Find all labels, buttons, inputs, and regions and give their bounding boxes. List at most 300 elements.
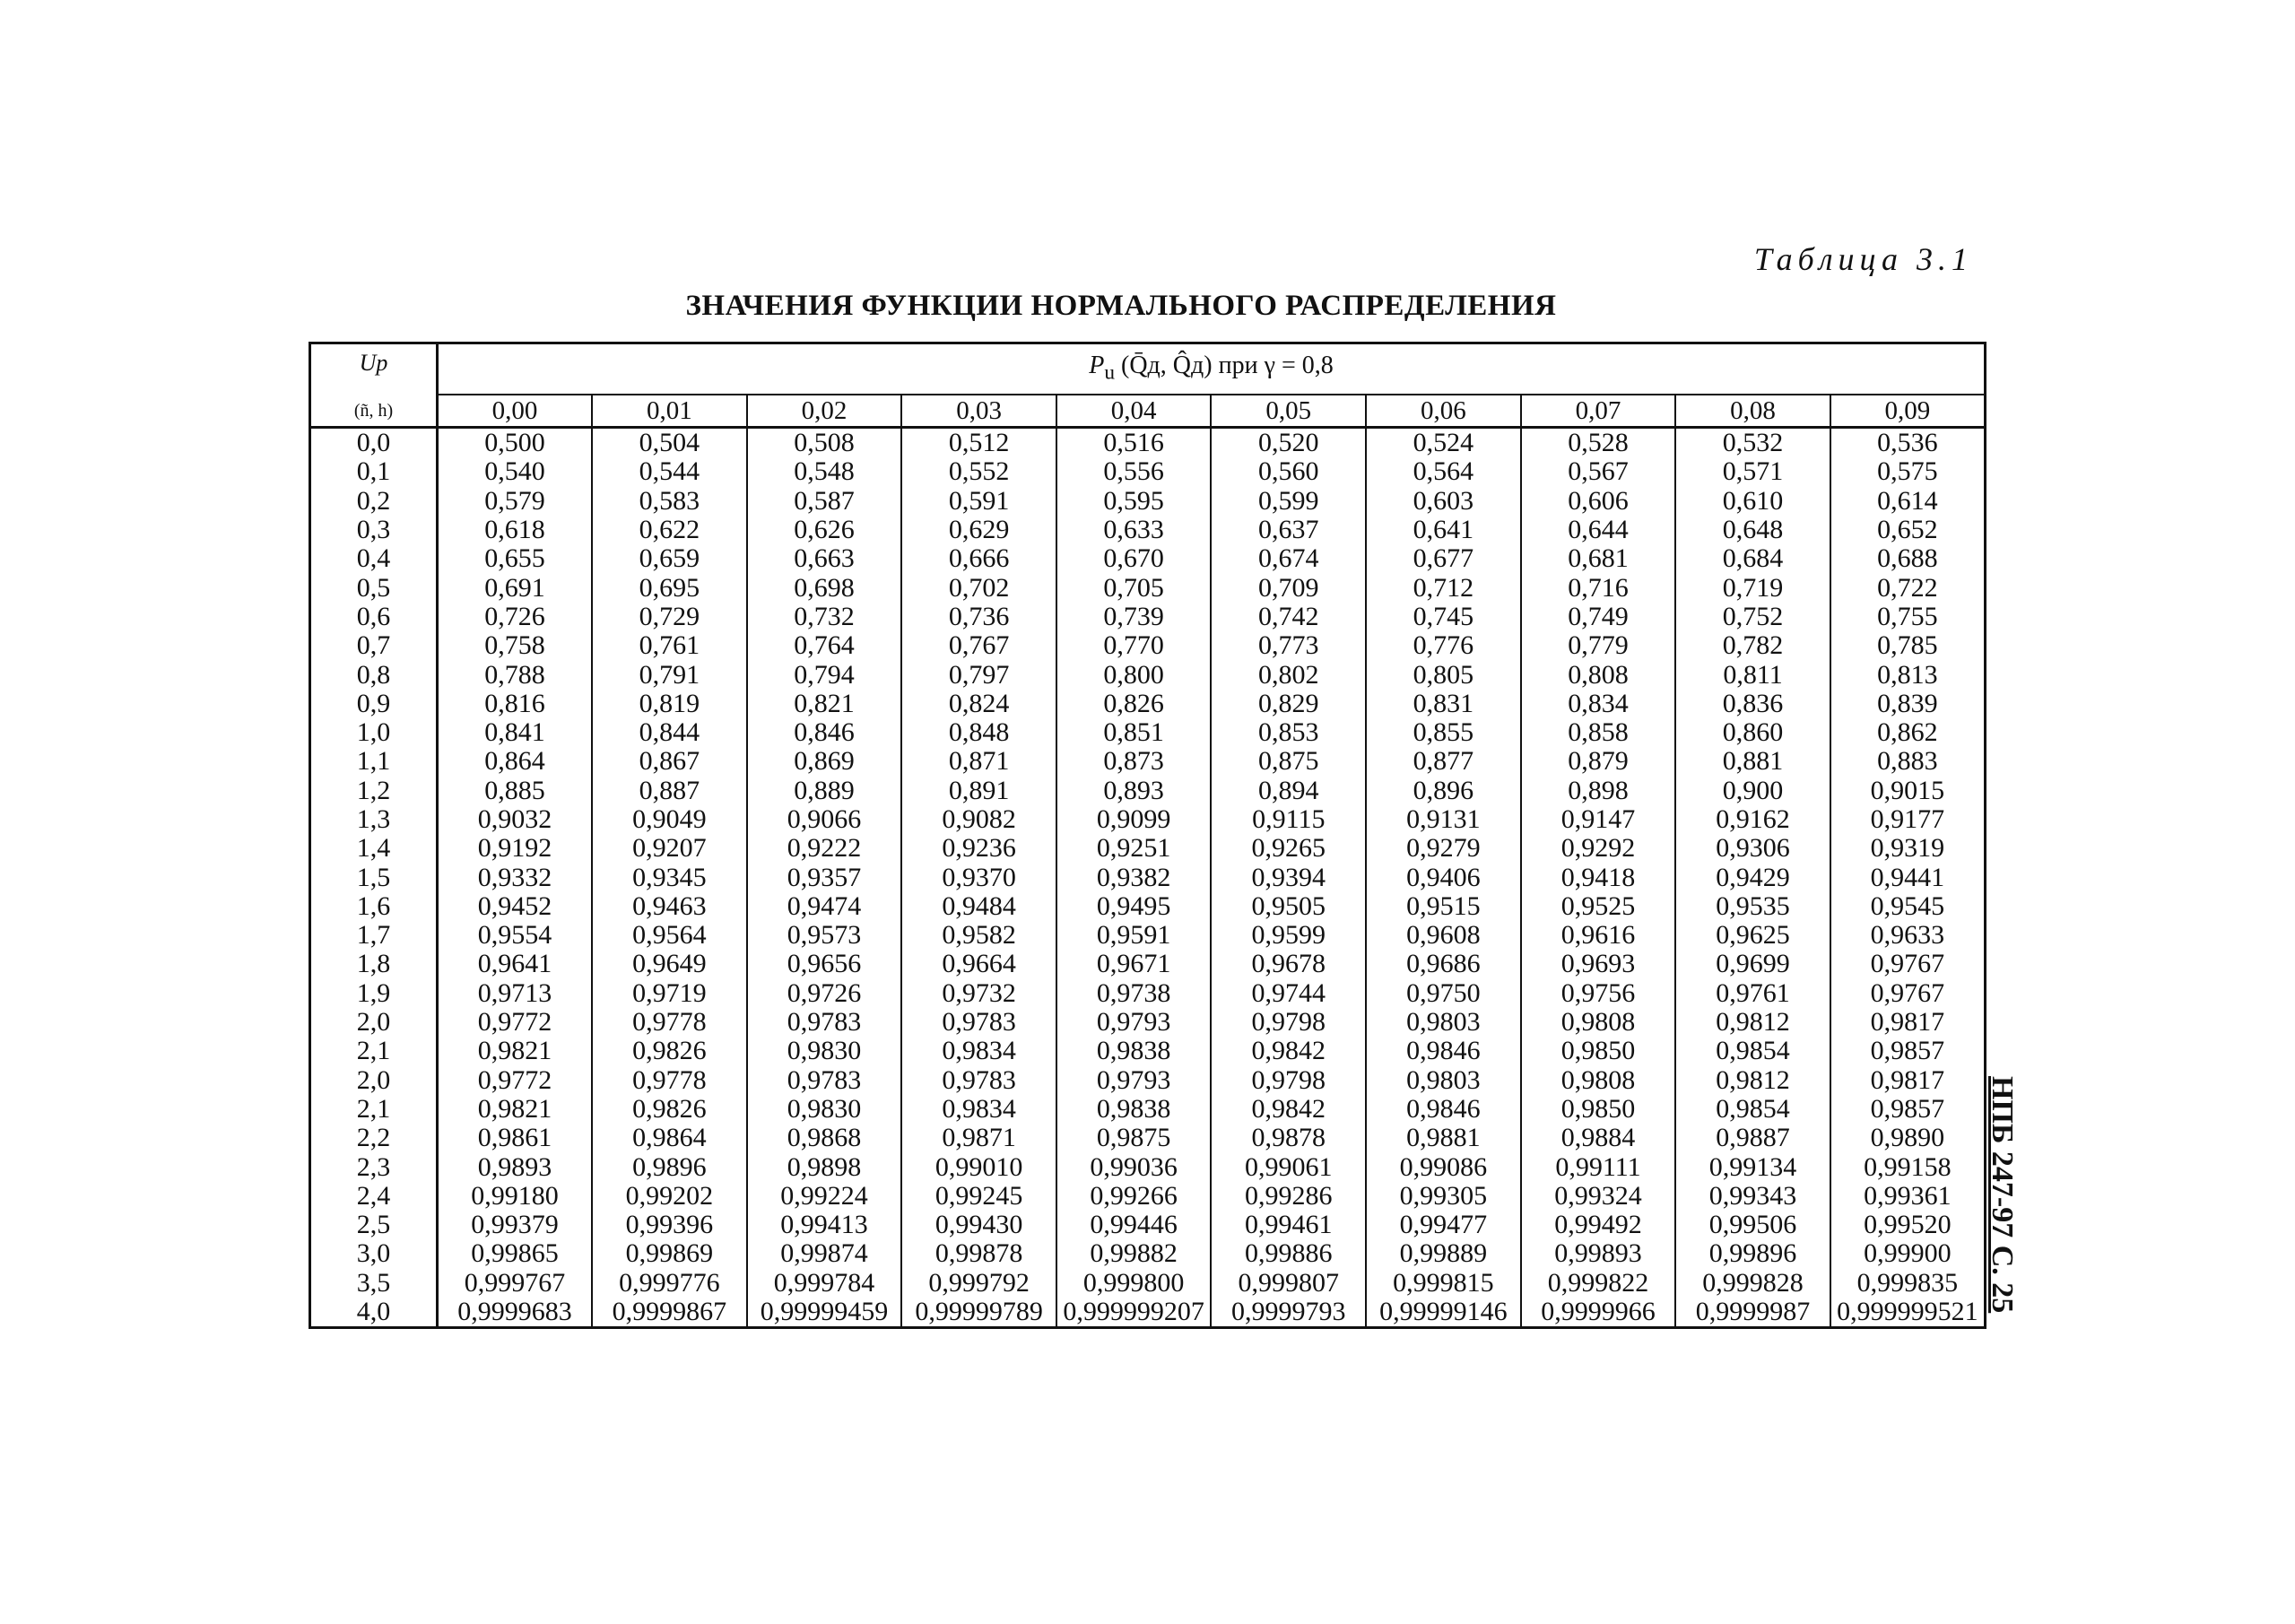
table-cell: 0,871 xyxy=(901,747,1056,776)
table-row xyxy=(310,950,1986,978)
table-cell: 0,834 xyxy=(1521,690,1676,718)
table-cell: 0,9881 xyxy=(1366,1124,1521,1152)
table-cell: 0,9049 xyxy=(592,805,747,834)
table-cell: 0,614 xyxy=(1830,487,1986,516)
table-cell: 0,641 xyxy=(1366,516,1521,544)
table-cell: 0,524 xyxy=(1366,428,1521,458)
table-cell: 0,9515 xyxy=(1366,892,1521,921)
table-cell: 0,9826 xyxy=(592,1095,747,1124)
table-cell: 0,719 xyxy=(1675,573,1830,602)
table-cell: 0,99266 xyxy=(1056,1182,1212,1211)
table-cell: 0,873 xyxy=(1056,747,1212,776)
table-cell: 0,99889 xyxy=(1366,1239,1521,1268)
table-cell: 0,548 xyxy=(747,457,902,486)
table-row xyxy=(310,660,1986,689)
table-cell: 0,808 xyxy=(1521,660,1676,689)
table-cell: 0,883 xyxy=(1830,747,1986,776)
table-row xyxy=(310,1182,1986,1211)
table-row xyxy=(310,805,1986,834)
table-cell: 0,583 xyxy=(592,487,747,516)
table-row xyxy=(310,1066,1986,1095)
table-cell: 0,875 xyxy=(1211,747,1366,776)
table-cell: 0,9875 xyxy=(1056,1124,1212,1152)
column-header: 0,07 xyxy=(1521,395,1676,428)
table-cell: 0,844 xyxy=(592,718,747,747)
table-cell: 0,9846 xyxy=(1366,1095,1521,1124)
table-cell: 0,749 xyxy=(1521,603,1676,631)
table-cell: 0,9535 xyxy=(1675,892,1830,921)
table-cell: 0,791 xyxy=(592,660,747,689)
table-row xyxy=(310,544,1986,573)
up-symbol: Up xyxy=(359,350,388,376)
table-cell: 0,99506 xyxy=(1675,1211,1830,1239)
column-header: 0,09 xyxy=(1830,395,1986,428)
table-cell: 0,821 xyxy=(747,690,902,718)
table-cell: 0,702 xyxy=(901,573,1056,602)
table-cell: 0,9265 xyxy=(1211,834,1366,863)
table-cell: 0,9207 xyxy=(592,834,747,863)
table-cell: 0,99874 xyxy=(747,1239,902,1268)
table-row xyxy=(310,777,1986,805)
table-cell: 0,9821 xyxy=(438,1095,593,1124)
table-cell: 0,99036 xyxy=(1056,1152,1212,1181)
table-cell: 0,999822 xyxy=(1521,1269,1676,1298)
table-cell: 0,722 xyxy=(1830,573,1986,602)
table-cell: 0,648 xyxy=(1675,516,1830,544)
table-cell: 0,999999521 xyxy=(1830,1298,1986,1328)
table-cell: 0,674 xyxy=(1211,544,1366,573)
table-cell: 0,552 xyxy=(901,457,1056,486)
table-cell: 0,99180 xyxy=(438,1182,593,1211)
table-cell: 0,99010 xyxy=(901,1152,1056,1181)
table-cell: 0,591 xyxy=(901,487,1056,516)
table-row xyxy=(310,631,1986,660)
table-row xyxy=(310,834,1986,863)
table-cell: 0,9830 xyxy=(747,1037,902,1065)
table-cell: 0,802 xyxy=(1211,660,1366,689)
table-cell: 0,9332 xyxy=(438,863,593,891)
table-row xyxy=(310,428,1986,458)
table-cell: 0,9599 xyxy=(1211,921,1366,950)
table-cell: 0,512 xyxy=(901,428,1056,458)
table-cell: 0,9726 xyxy=(747,979,902,1008)
table-cell: 0,9656 xyxy=(747,950,902,978)
table-row xyxy=(310,1269,1986,1298)
row-label: 0,6 xyxy=(310,603,438,631)
table-cell: 0,9608 xyxy=(1366,921,1521,950)
table-cell: 0,9719 xyxy=(592,979,747,1008)
row-label: 1,8 xyxy=(310,950,438,978)
table-cell: 0,9798 xyxy=(1211,1066,1366,1095)
table-cell: 0,999828 xyxy=(1675,1269,1830,1298)
table-cell: 0,9131 xyxy=(1366,805,1521,834)
first-col-subheader: (ñ, h) xyxy=(310,395,438,428)
table-cell: 0,9429 xyxy=(1675,863,1830,891)
column-header: 0,01 xyxy=(592,395,747,428)
table-cell: 0,99865 xyxy=(438,1239,593,1268)
table-cell: 0,99520 xyxy=(1830,1211,1986,1239)
table-cell: 0,595 xyxy=(1056,487,1212,516)
table-cell: 0,9812 xyxy=(1675,1066,1830,1095)
column-header: 0,05 xyxy=(1211,395,1366,428)
table-row xyxy=(310,1037,1986,1065)
table-cell: 0,900 xyxy=(1675,777,1830,805)
row-label: 0,7 xyxy=(310,631,438,660)
table-row xyxy=(310,1211,1986,1239)
table-cell: 0,9793 xyxy=(1056,1008,1212,1037)
table-cell: 0,841 xyxy=(438,718,593,747)
table-cell: 0,9898 xyxy=(747,1152,902,1181)
side-reference: НПБ 247-97 С. 25 xyxy=(1986,1076,2019,1314)
table-cell: 0,9582 xyxy=(901,921,1056,950)
table-cell: 0,516 xyxy=(1056,428,1212,458)
table-cell: 0,633 xyxy=(1056,516,1212,544)
table-cell: 0,9834 xyxy=(901,1037,1056,1065)
table-cell: 0,9015 xyxy=(1830,777,1986,805)
row-label: 1,2 xyxy=(310,777,438,805)
row-label: 1,7 xyxy=(310,921,438,950)
table-cell: 0,626 xyxy=(747,516,902,544)
table-cell: 0,99896 xyxy=(1675,1239,1830,1268)
table-cell: 0,99999146 xyxy=(1366,1298,1521,1328)
row-label: 0,1 xyxy=(310,457,438,486)
table-cell: 0,877 xyxy=(1366,747,1521,776)
table-cell: 0,9554 xyxy=(438,921,593,950)
table-cell: 0,9671 xyxy=(1056,950,1212,978)
table-cell: 0,858 xyxy=(1521,718,1676,747)
table-cell: 0,99461 xyxy=(1211,1211,1366,1239)
table-cell: 0,860 xyxy=(1675,718,1830,747)
table-cell: 0,758 xyxy=(438,631,593,660)
table-cell: 0,999792 xyxy=(901,1269,1056,1298)
table-cell: 0,894 xyxy=(1211,777,1366,805)
table-cell: 0,9394 xyxy=(1211,863,1366,891)
table-cell: 0,9474 xyxy=(747,892,902,921)
table-cell: 0,9099 xyxy=(1056,805,1212,834)
table-cell: 0,729 xyxy=(592,603,747,631)
function-symbol: P xyxy=(1089,351,1105,379)
table-cell: 0,893 xyxy=(1056,777,1212,805)
table-cell: 0,9783 xyxy=(901,1066,1056,1095)
table-cell: 0,9793 xyxy=(1056,1066,1212,1095)
table-cell: 0,755 xyxy=(1830,603,1986,631)
table-cell: 0,99999459 xyxy=(747,1298,902,1328)
table-row xyxy=(310,457,1986,486)
table-cell: 0,695 xyxy=(592,573,747,602)
table-cell: 0,9834 xyxy=(901,1095,1056,1124)
normal-distribution-table xyxy=(309,342,1986,1329)
row-label: 3,5 xyxy=(310,1269,438,1298)
row-label: 0,2 xyxy=(310,487,438,516)
table-cell: 0,560 xyxy=(1211,457,1366,486)
row-label: 2,2 xyxy=(310,1124,438,1152)
table-cell: 0,999999207 xyxy=(1056,1298,1212,1328)
table-cell: 0,9495 xyxy=(1056,892,1212,921)
table-cell: 0,99893 xyxy=(1521,1239,1676,1268)
table-cell: 0,681 xyxy=(1521,544,1676,573)
table-cell: 0,9357 xyxy=(747,863,902,891)
table-cell: 0,99379 xyxy=(438,1211,593,1239)
table-cell: 0,99477 xyxy=(1366,1211,1521,1239)
row-label: 3,0 xyxy=(310,1239,438,1268)
table-cell: 0,9756 xyxy=(1521,979,1676,1008)
function-header xyxy=(438,343,1986,395)
table-cell: 0,99061 xyxy=(1211,1152,1366,1181)
table-cell: 0,848 xyxy=(901,718,1056,747)
table-cell: 0,9887 xyxy=(1675,1124,1830,1152)
row-label: 2,5 xyxy=(310,1211,438,1239)
table-cell: 0,99396 xyxy=(592,1211,747,1239)
table-cell: 0,9564 xyxy=(592,921,747,950)
table-cell: 0,99869 xyxy=(592,1239,747,1268)
table-cell: 0,99305 xyxy=(1366,1182,1521,1211)
table-cell: 0,698 xyxy=(747,573,902,602)
table-cell: 0,9292 xyxy=(1521,834,1676,863)
function-args: (Q̄д, Q̂д) xyxy=(1121,351,1213,379)
table-cell: 0,9783 xyxy=(747,1008,902,1037)
table-cell: 0,9236 xyxy=(901,834,1056,863)
table-cell: 0,556 xyxy=(1056,457,1212,486)
table-cell: 0,587 xyxy=(747,487,902,516)
table-cell: 0,752 xyxy=(1675,603,1830,631)
table-cell: 0,567 xyxy=(1521,457,1676,486)
table-row xyxy=(310,1152,1986,1181)
table-cell: 0,9418 xyxy=(1521,863,1676,891)
table-cell: 0,9082 xyxy=(901,805,1056,834)
table-cell: 0,99361 xyxy=(1830,1182,1986,1211)
table-cell: 0,862 xyxy=(1830,718,1986,747)
table-cell: 0,9319 xyxy=(1830,834,1986,863)
table-cell: 0,544 xyxy=(592,457,747,486)
table-cell: 0,853 xyxy=(1211,718,1366,747)
row-label: 0,8 xyxy=(310,660,438,689)
table-cell: 0,9162 xyxy=(1675,805,1830,834)
table-cell: 0,811 xyxy=(1675,660,1830,689)
table-cell: 0,99134 xyxy=(1675,1152,1830,1181)
table-cell: 0,9878 xyxy=(1211,1124,1366,1152)
row-label: 1,3 xyxy=(310,805,438,834)
column-header: 0,02 xyxy=(747,395,902,428)
table-cell: 0,9896 xyxy=(592,1152,747,1181)
table-cell: 0,855 xyxy=(1366,718,1521,747)
table-cell: 0,779 xyxy=(1521,631,1676,660)
row-label: 1,4 xyxy=(310,834,438,863)
table-row xyxy=(310,1298,1986,1328)
table-cell: 0,652 xyxy=(1830,516,1986,544)
table-cell: 0,9382 xyxy=(1056,863,1212,891)
table-cell: 0,716 xyxy=(1521,573,1676,602)
table-cell: 0,504 xyxy=(592,428,747,458)
table-cell: 0,9861 xyxy=(438,1124,593,1152)
table-cell: 0,644 xyxy=(1521,516,1676,544)
table-cell: 0,99245 xyxy=(901,1182,1056,1211)
table-cell: 0,797 xyxy=(901,660,1056,689)
table-cell: 0,9484 xyxy=(901,892,1056,921)
table-row xyxy=(310,863,1986,891)
table-row xyxy=(310,487,1986,516)
table-label: Таблица 3.1 xyxy=(1753,241,1973,277)
table-cell: 0,839 xyxy=(1830,690,1986,718)
table-cell: 0,500 xyxy=(438,428,593,458)
table-cell: 0,9999683 xyxy=(438,1298,593,1328)
row-label: 1,9 xyxy=(310,979,438,1008)
table-cell: 0,816 xyxy=(438,690,593,718)
table-cell: 0,9066 xyxy=(747,805,902,834)
table-cell: 0,805 xyxy=(1366,660,1521,689)
table-row xyxy=(310,1124,1986,1152)
table-cell: 0,9838 xyxy=(1056,1037,1212,1065)
table-cell: 0,610 xyxy=(1675,487,1830,516)
table-cell: 0,9772 xyxy=(438,1008,593,1037)
table-cell: 0,9783 xyxy=(747,1066,902,1095)
table-cell: 0,736 xyxy=(901,603,1056,631)
table-cell: 0,532 xyxy=(1675,428,1830,458)
table-cell: 0,9452 xyxy=(438,892,593,921)
table-cell: 0,9854 xyxy=(1675,1095,1830,1124)
table-cell: 0,9817 xyxy=(1830,1008,1986,1037)
table-row xyxy=(310,690,1986,718)
row-label: 1,6 xyxy=(310,892,438,921)
table-row xyxy=(310,1008,1986,1037)
table-cell: 0,9306 xyxy=(1675,834,1830,863)
table-row xyxy=(310,573,1986,602)
table-cell: 0,9222 xyxy=(747,834,902,863)
table-cell: 0,782 xyxy=(1675,631,1830,660)
table-cell: 0,898 xyxy=(1521,777,1676,805)
table-cell: 0,99286 xyxy=(1211,1182,1366,1211)
table-cell: 0,9772 xyxy=(438,1066,593,1095)
column-header: 0,06 xyxy=(1366,395,1521,428)
table-cell: 0,688 xyxy=(1830,544,1986,573)
table-cell: 0,9808 xyxy=(1521,1066,1676,1095)
table-cell: 0,9838 xyxy=(1056,1095,1212,1124)
table-cell: 0,999767 xyxy=(438,1269,593,1298)
table-cell: 0,826 xyxy=(1056,690,1212,718)
table-cell: 0,864 xyxy=(438,747,593,776)
table-cell: 0,869 xyxy=(747,747,902,776)
row-label: 0,4 xyxy=(310,544,438,573)
table-cell: 0,579 xyxy=(438,487,593,516)
table-cell: 0,999807 xyxy=(1211,1269,1366,1298)
table-cell: 0,9750 xyxy=(1366,979,1521,1008)
table-cell: 0,896 xyxy=(1366,777,1521,805)
table-cell: 0,663 xyxy=(747,544,902,573)
table-cell: 0,739 xyxy=(1056,603,1212,631)
table-cell: 0,9279 xyxy=(1366,834,1521,863)
table-cell: 0,732 xyxy=(747,603,902,631)
table-cell: 0,520 xyxy=(1211,428,1366,458)
table-cell: 0,622 xyxy=(592,516,747,544)
row-label: 2,0 xyxy=(310,1008,438,1037)
table-cell: 0,813 xyxy=(1830,660,1986,689)
table-cell: 0,9864 xyxy=(592,1124,747,1152)
table-cell: 0,9783 xyxy=(901,1008,1056,1037)
row-label: 0,0 xyxy=(310,428,438,458)
table-cell: 0,9115 xyxy=(1211,805,1366,834)
table-cell: 0,99343 xyxy=(1675,1182,1830,1211)
table-cell: 0,879 xyxy=(1521,747,1676,776)
table-cell: 0,9803 xyxy=(1366,1066,1521,1095)
table-cell: 0,788 xyxy=(438,660,593,689)
table-cell: 0,99324 xyxy=(1521,1182,1676,1211)
table-cell: 0,599 xyxy=(1211,487,1366,516)
table-cell: 0,9713 xyxy=(438,979,593,1008)
table-cell: 0,891 xyxy=(901,777,1056,805)
table-cell: 0,99492 xyxy=(1521,1211,1676,1239)
table-cell: 0,691 xyxy=(438,573,593,602)
table-cell: 0,9893 xyxy=(438,1152,593,1181)
table-cell: 0,9649 xyxy=(592,950,747,978)
table-cell: 0,9842 xyxy=(1211,1037,1366,1065)
table-row xyxy=(310,718,1986,747)
table-cell: 0,745 xyxy=(1366,603,1521,631)
table-cell: 0,9798 xyxy=(1211,1008,1366,1037)
table-cell: 0,9857 xyxy=(1830,1037,1986,1065)
table-cell: 0,99158 xyxy=(1830,1152,1986,1181)
table-cell: 0,99900 xyxy=(1830,1239,1986,1268)
row-label: 1,5 xyxy=(310,863,438,891)
table-cell: 0,819 xyxy=(592,690,747,718)
table-cell: 0,655 xyxy=(438,544,593,573)
table-row xyxy=(310,516,1986,544)
row-label: 2,4 xyxy=(310,1182,438,1211)
table-cell: 0,99224 xyxy=(747,1182,902,1211)
table-cell: 0,9778 xyxy=(592,1066,747,1095)
table-cell: 0,726 xyxy=(438,603,593,631)
table-cell: 0,9999867 xyxy=(592,1298,747,1328)
table-row xyxy=(310,1239,1986,1268)
table-cell: 0,887 xyxy=(592,777,747,805)
row-label: 2,1 xyxy=(310,1037,438,1065)
table-cell: 0,9678 xyxy=(1211,950,1366,978)
table-cell: 0,9854 xyxy=(1675,1037,1830,1065)
table-cell: 0,761 xyxy=(592,631,747,660)
table-cell: 0,9505 xyxy=(1211,892,1366,921)
table-cell: 0,540 xyxy=(438,457,593,486)
row-label: 2,1 xyxy=(310,1095,438,1124)
table-cell: 0,9842 xyxy=(1211,1095,1366,1124)
header-row-columns xyxy=(310,395,1986,428)
row-label: 0,3 xyxy=(310,516,438,544)
table-cell: 0,659 xyxy=(592,544,747,573)
table-cell: 0,9803 xyxy=(1366,1008,1521,1037)
table-cell: 0,831 xyxy=(1366,690,1521,718)
table-cell: 0,9641 xyxy=(438,950,593,978)
table-cell: 0,764 xyxy=(747,631,902,660)
table-cell: 0,606 xyxy=(1521,487,1676,516)
table-cell: 0,9192 xyxy=(438,834,593,863)
table-cell: 0,881 xyxy=(1675,747,1830,776)
table-cell: 0,99878 xyxy=(901,1239,1056,1268)
table-cell: 0,9177 xyxy=(1830,805,1986,834)
table-cell: 0,9999966 xyxy=(1521,1298,1676,1328)
table-cell: 0,785 xyxy=(1830,631,1986,660)
table-cell: 0,575 xyxy=(1830,457,1986,486)
table-cell: 0,9032 xyxy=(438,805,593,834)
table-cell: 0,742 xyxy=(1211,603,1366,631)
table-cell: 0,99086 xyxy=(1366,1152,1521,1181)
table-cell: 0,9884 xyxy=(1521,1124,1676,1152)
row-label: 2,0 xyxy=(310,1066,438,1095)
table-cell: 0,9826 xyxy=(592,1037,747,1065)
table-cell: 0,889 xyxy=(747,777,902,805)
column-header: 0,00 xyxy=(438,395,593,428)
table-cell: 0,776 xyxy=(1366,631,1521,660)
table-cell: 0,9821 xyxy=(438,1037,593,1065)
page-title: ЗНАЧЕНИЯ ФУНКЦИИ НОРМАЛЬНОГО РАСПРЕДЕЛЕНИЯ xyxy=(685,290,1557,322)
table-body xyxy=(310,428,1986,1328)
first-col-header xyxy=(310,343,438,395)
